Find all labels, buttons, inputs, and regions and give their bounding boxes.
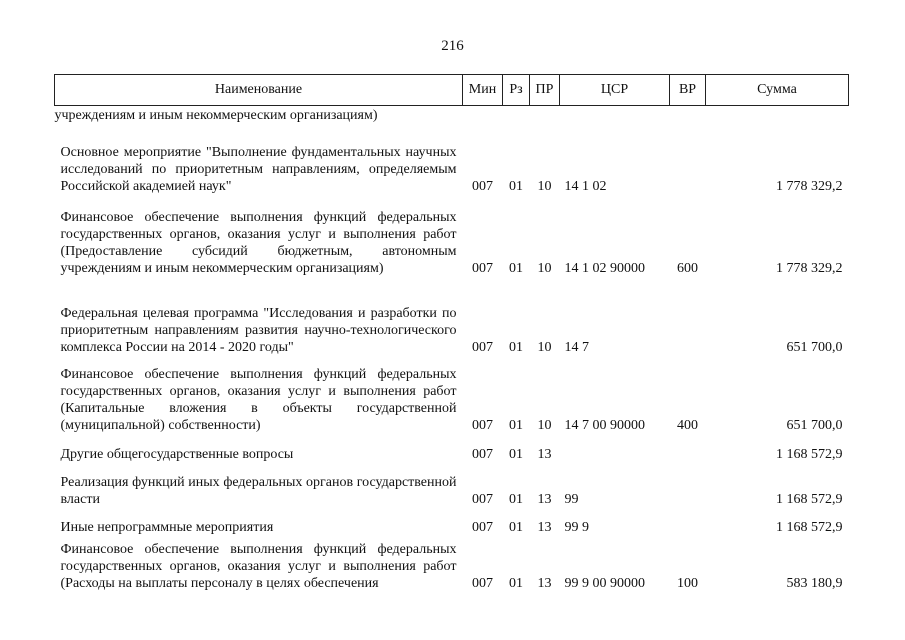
row-csr: 14 1 02 90000: [564, 260, 645, 276]
row-name: Финансовое обеспечение выполнения функций федеральных государственных органов, оказания услуг и выполнения работ (Предоставление субсидий бюджетным, автономным учреждениям и иным некоммерческим организациям): [60, 209, 457, 276]
header-csr: ЦСР: [560, 75, 670, 106]
row-csr: 14 7: [564, 339, 589, 355]
header-min: Мин: [463, 75, 503, 106]
row-sum: 1 778 329,2: [776, 178, 843, 194]
header-name: Наименование: [55, 75, 463, 106]
row-sum: 651 700,0: [786, 339, 843, 355]
row-sum: 1 778 329,2: [776, 260, 843, 276]
row-name: Иные непрограммные мероприятия: [60, 519, 274, 535]
row-vr: [670, 508, 706, 536]
row-rz: 01: [509, 178, 523, 194]
table-row: [55, 356, 849, 434]
row-name: Финансовое обеспечение выполнения функций федеральных государственных органов, оказания услуг и выполнения работ (Расходы на выплаты персоналу в целях обеспечения: [60, 541, 457, 591]
row-rz: 01: [509, 260, 523, 276]
row-pr: 13: [537, 446, 552, 462]
row-min: 007: [472, 417, 493, 433]
row-min: 007: [472, 260, 493, 276]
header-sum: Сумма: [706, 75, 849, 106]
row-csr: 14 1 02: [564, 178, 607, 194]
row-min: 007: [472, 575, 493, 591]
row-pr: 10: [537, 339, 552, 355]
table-row: [55, 106, 849, 128]
row-pr: 10: [537, 178, 552, 194]
row-sum: 1 168 572,9: [776, 446, 843, 462]
table-header-row: [55, 75, 849, 106]
row-min: [463, 106, 503, 128]
row-vr: 100: [677, 575, 698, 591]
table-row: [55, 536, 849, 592]
row-rz: 01: [509, 575, 523, 591]
row-pr: 10: [537, 260, 552, 276]
row-sum: 1 168 572,9: [776, 519, 843, 535]
row-pr: 13: [537, 519, 552, 535]
row-name: Финансовое обеспечение выполнения функций федеральных государственных органов, оказания услуг и выполнения работ (Капитальные вложения в объекты государственной (муниципальной) собственности): [60, 366, 457, 433]
row-csr: 99 9: [564, 519, 589, 535]
table-row: [55, 195, 849, 277]
row-rz: [503, 106, 530, 128]
row-rz: 01: [509, 417, 523, 433]
row-rz: 01: [509, 491, 523, 507]
row-vr: 600: [677, 260, 698, 276]
row-vr: [670, 463, 706, 508]
row-min: 007: [472, 446, 493, 462]
row-vr: [670, 106, 706, 128]
row-pr: 10: [537, 417, 552, 433]
table-row: [55, 508, 849, 536]
row-vr: [670, 434, 706, 463]
row-sum: 1 168 572,9: [776, 491, 843, 507]
row-name: Федеральная целевая программа "Исследования и разработки по приоритетным направлениям развития научно-технологического комплекса России на 2014 - 2020 годы": [60, 305, 457, 355]
row-pr: 13: [537, 575, 552, 591]
row-csr: [560, 434, 670, 463]
row-vr: [670, 128, 706, 195]
row-name: учреждениям и иным некоммерческим организациям): [54, 108, 378, 123]
row-name: Основное мероприятие "Выполнение фундаментальных научных исследований по приоритетным направлениям, определяемым Российской академией наук": [60, 144, 457, 194]
header-rz: Рз: [503, 75, 530, 106]
row-min: 007: [472, 339, 493, 355]
row-sum: 651 700,0: [786, 417, 843, 433]
row-pr: [530, 106, 560, 128]
row-csr: 99 9 00 90000: [564, 575, 645, 591]
table-row: [55, 277, 849, 356]
table-row: [55, 128, 849, 195]
budget-table: [54, 74, 849, 592]
row-csr: 14 7 00 90000: [564, 417, 645, 433]
header-pr: ПР: [530, 75, 560, 106]
row-vr: 400: [677, 417, 698, 433]
row-csr: 99: [564, 491, 579, 507]
row-sum: [706, 106, 849, 128]
row-csr: [560, 106, 670, 128]
row-min: 007: [472, 178, 493, 194]
row-sum: 583 180,9: [786, 575, 843, 591]
row-rz: 01: [509, 519, 523, 535]
table-row: [55, 434, 849, 463]
row-name: Другие общегосударственные вопросы: [60, 446, 294, 462]
row-min: 007: [472, 519, 493, 535]
row-rz: 01: [509, 339, 523, 355]
row-name: Реализация функций иных федеральных органов государственной власти: [60, 474, 457, 507]
page-number: 216: [441, 38, 464, 54]
row-min: 007: [472, 491, 493, 507]
row-pr: 13: [537, 491, 552, 507]
header-vr: ВР: [670, 75, 706, 106]
row-rz: 01: [509, 446, 523, 462]
row-vr: [670, 277, 706, 356]
table-row: [55, 463, 849, 508]
